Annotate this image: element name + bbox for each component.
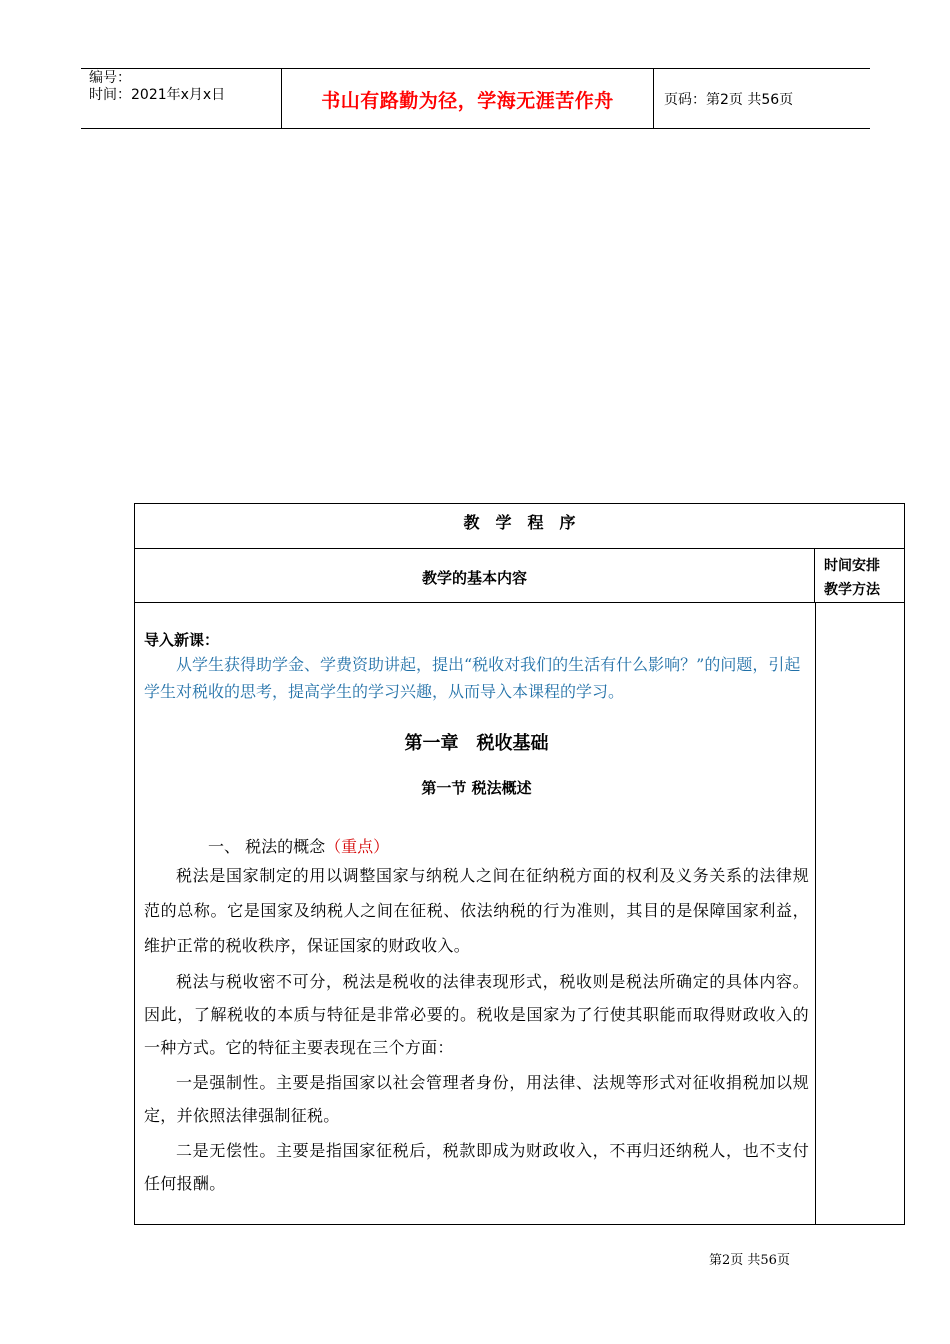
paragraph: 二是无偿性。主要是指国家征税后，税款即成为财政收入，不再归还纳税人，也不支付任何报酬。 <box>144 1141 809 1193</box>
intro-title: 导入新课： <box>144 631 220 649</box>
header-meta <box>89 70 225 104</box>
header-top-rule <box>81 68 870 69</box>
side-header-time: 时间安排 <box>824 558 880 574</box>
table-title: 教学程序 <box>463 513 592 532</box>
side-header-cell <box>824 554 880 602</box>
side-header-method: 教学方法 <box>824 582 880 598</box>
header-divider <box>653 68 654 129</box>
header-page-number: 页码：第2页 共56页 <box>664 92 794 108</box>
page-footer: 第2页 共56页 <box>709 1253 790 1268</box>
chapter-number: 第一章 <box>404 733 459 754</box>
header-bottom-rule <box>81 128 870 129</box>
column-divider <box>815 603 816 1224</box>
page-header <box>81 68 870 129</box>
paragraph: 税法是国家制定的用以调整国家与纳税人之间在征纳税方面的权利及义务关系的法律规范的总称。它是国家及纳税人之间在征税、依法纳税的行为准则，其目的是保障国家利益，维护正常的税收秩序，保证国家的财政收入。 <box>144 866 809 955</box>
key-point-tag: （重点） <box>325 837 390 856</box>
content-header: 教学的基本内容 <box>421 569 527 587</box>
time-label: 时间：2021年x月x日 <box>89 87 226 103</box>
item-heading-text: 一、 税法的概念 <box>208 837 326 856</box>
table-header-row <box>135 549 904 603</box>
chapter-heading <box>144 729 809 755</box>
section-heading: 第一节 税法概述 <box>421 779 532 797</box>
table-title-row <box>135 504 904 549</box>
content-header-cell <box>135 549 815 602</box>
intro-text: 从学生获得助学金、学费资助讲起，提出“税收对我们的生活有什么影响？”的问题，引起学生对税收的思考，提高学生的学习兴趣，从而导入本课程的学习。 <box>144 655 801 701</box>
paragraph: 一是强制性。主要是指国家以社会管理者身份，用法律、法规等形式对征收捐税加以规定，并依照法律强制征税。 <box>144 1073 809 1125</box>
paragraph: 税法与税收密不可分，税法是税收的法律表现形式，税收则是税法所确定的具体内容。因此，了解税收的本质与特征是非常必要的。税收是国家为了行使其职能而取得财政收入的一种方式。它的特征主要表现在三个方面： <box>144 972 809 1057</box>
item-heading <box>144 836 809 858</box>
lesson-content <box>144 629 809 1200</box>
number-label: 编号： <box>89 70 131 86</box>
header-motto: 书山有路勤为径，学海无涯苦作舟 <box>321 90 614 112</box>
chapter-title: 税收基础 <box>476 733 549 754</box>
